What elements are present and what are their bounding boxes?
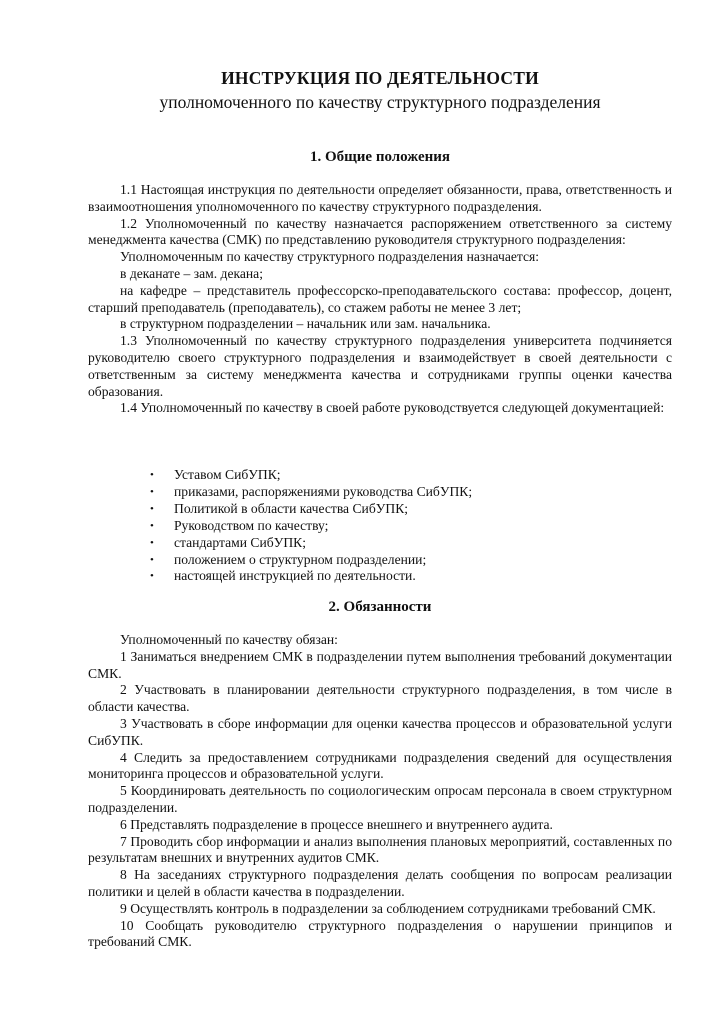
duty-item: 10 Сообщать руководителю структурного подразделения о нарушении принципов и требований СМК. <box>88 917 672 950</box>
duty-item: 9 Осуществлять контроль в подразделении за соблюдением сотрудниками требований СМК. <box>120 900 656 916</box>
section-2-body <box>88 632 672 951</box>
appointment-kafedra: на кафедре – представитель профессорско-преподавательского состава: профессор, доцент, старший преподаватель (преподаватель), со стажем работы не менее 3 лет; <box>88 282 672 315</box>
paragraph-1-1: 1.1 Настоящая инструкция по деятельности определяет обязанности, права, ответственность и взаимоотношения уполномоченного по качеству структурного подразделения. <box>88 182 672 214</box>
duty-item: 5 Координировать деятельность по социологическим опросам персонала в своем структурном подразделении. <box>88 783 672 815</box>
list-item: • приказами, распоряжениями руководства СибУПК; <box>174 484 472 501</box>
duty-item: 7 Проводить сбор информации и анализ выполнения плановых мероприятий, составленных по результатам внешних и внутренних аудитов СМК. <box>88 833 672 866</box>
paragraph-1-3: 1.3 Уполномоченный по качеству структурного подразделения университета подчиняется руководителю своего структурного подразделения и взаимодействует в своей деятельности с ответственным за систему менеджмента качества и сотрудниками группы оценки качества образования. <box>88 333 672 399</box>
document-title: ИНСТРУКЦИЯ ПО ДЕЯТЕЛЬНОСТИ <box>221 68 539 88</box>
list-item: • положением о структурном подразделении; <box>174 552 472 569</box>
list-item: • Уставом СибУПК; <box>174 467 472 484</box>
duty-item: 2 Участвовать в планировании деятельности структурного подразделения, в том числе в области качества. <box>88 682 672 715</box>
duty-item: 4 Следить за предоставлением сотрудниками подразделения сведений для осуществления мониторинга процессов и образовательной услуги. <box>88 749 672 782</box>
document-subtitle: уполномоченного по качеству структурного подразделения <box>159 92 601 112</box>
section-1-heading: 1. Общие положения <box>309 149 451 165</box>
list-item: • настоящей инструкцией по деятельности. <box>174 568 472 585</box>
appointment-intro: Уполномоченным по качеству структурного подразделения назначается: <box>120 249 540 265</box>
duty-item: 3 Участвовать в сборе информации для оценки качества процессов и образовательной услуги СибУПК. <box>88 715 672 748</box>
paragraph-1-4: 1.4 Уполномоченный по качеству в своей работе руководствуется следующей документацией: <box>120 400 665 416</box>
duty-item: 6 Представлять подразделение в процессе внешнего и внутреннего аудита. <box>120 816 553 832</box>
duty-item: 8 На заседаниях структурного подразделения делать сообщения по вопросам реализации политики и целей в области качества в подразделении. <box>88 867 672 899</box>
appointment-dekanat: в деканате – зам. декана; <box>120 265 263 281</box>
section-2-heading: 2. Обязанности <box>328 599 432 615</box>
appointment-unit: в структурном подразделении – начальник или зам. начальника. <box>120 316 491 332</box>
duty-item: 1 Заниматься внедрением СМК в подразделении путем выполнения требований документации СМК. <box>88 648 672 681</box>
section-1-body <box>88 182 672 417</box>
list-item: • Руководством по качеству; <box>174 518 472 535</box>
list-item: • Политикой в области качества СибУПК; <box>174 501 472 518</box>
duties-intro: Уполномоченный по качеству обязан: <box>120 632 338 647</box>
list-item: • стандартами СибУПК; <box>174 535 472 552</box>
documentation-list <box>174 467 472 585</box>
paragraph-1-2: 1.2 Уполномоченный по качеству назначается распоряжением ответственного за систему менеджмента качества (СМК) по представлению руководителя структурного подразделения: <box>88 215 672 248</box>
